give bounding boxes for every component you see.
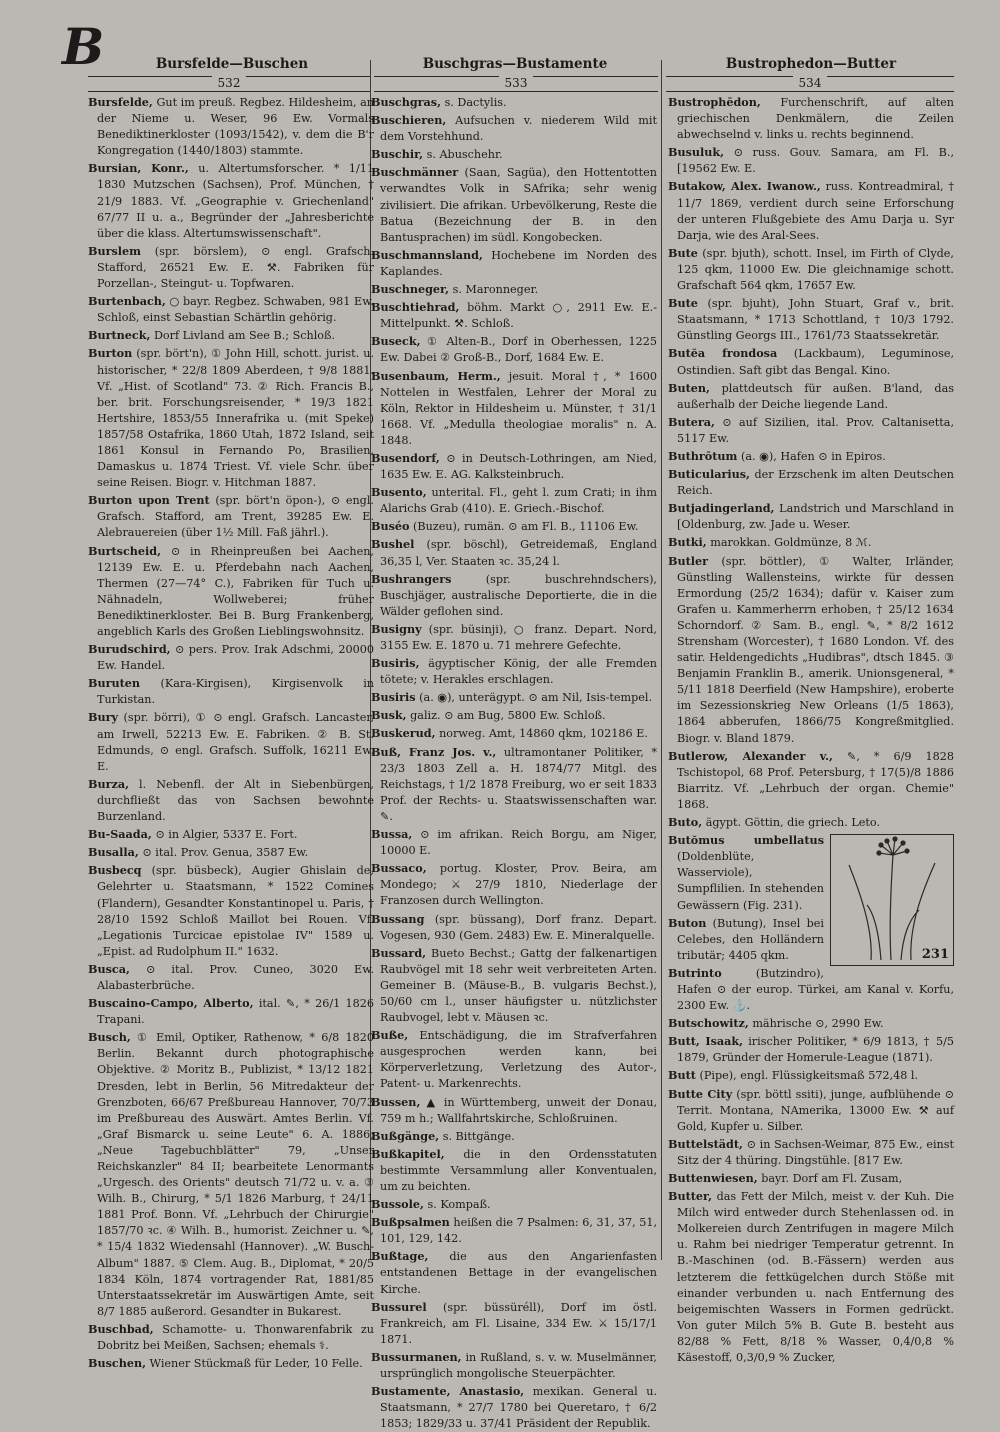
entry-headword: Buschgras, [371, 95, 441, 109]
entry-headword: Butt [668, 1068, 696, 1083]
entry-headword: Bussang [371, 911, 425, 926]
dictionary-entry [371, 368, 657, 449]
entry-headword: Bute [668, 296, 698, 311]
dictionary-entry [371, 1094, 657, 1127]
dictionary-entry [668, 553, 954, 747]
entry-text: (spr. bört'n), ① John Hill, schott. jurist. u. historischer, * 22/8 1809 Aberdeen, † 9/8 1881. Vf. „Hist. of Scotland" 73. ② Rich. Francis B., ber. brit. Forschungsreisender, * 19/3 1821 Hertshire, 1853/55 Innerafrika u. (mit Speke) 1857/58 Ostafrika, 1860 Utah, 1872 Island, seit 1861 Konsul in Fernando Po, Brasilien, Damaskus u. 1874 Triest. Vf. viele Schr. über seine Reisen. Biogr. v. Hitchman 1887. [97, 347, 374, 490]
dictionary-entry [371, 1383, 657, 1432]
dictionary-entry [668, 245, 954, 294]
entry-headword: Butŏmus umbellatus [668, 833, 824, 848]
dictionary-entry [668, 144, 954, 177]
entry-headword: Butte City [668, 1086, 733, 1101]
entry-headword: Buschtiehrad, [371, 300, 460, 315]
figure-231 [830, 834, 954, 966]
column-header-3: Bustrophedon—Butter [725, 56, 897, 72]
entry-headword: Busk, [371, 708, 407, 723]
entry-text: ital. ✎, * 26/1 1826 Trapani. [97, 997, 374, 1027]
entry-text: s. Abuschehr. [426, 148, 503, 162]
entry-text: Dorf Livland am See B.; Schloß. [153, 329, 336, 343]
dictionary-entry [371, 725, 657, 742]
entry-text: Aufsuchen v. niederem Wild mit dem Vorstehhund. [380, 114, 657, 144]
entry-text: plattdeutsch für außen. B'land, das außerhalb der Deiche liegende Land. [677, 381, 954, 411]
entry-headword: Busenbaum, Herm., [371, 368, 501, 383]
entry-headword: Buschmannsland, [371, 247, 483, 262]
dictionary-entry [371, 94, 657, 111]
entry-headword: Butki, [668, 535, 707, 550]
entry-text: (a. ◉), unterägypt. ⊙ am Nil, Isis-tempel. [419, 691, 653, 705]
entry-text: ① Emil, Optiker, Rathenow, * 6/8 1820 Berlin. Bekannt durch photographische Objektive. ② Moritz B., Publizist, * 13/12 1821 Dresden, lebt in Berlin, 56 Mitredakteur der Grenzboten, 66/67 Preßbureau Hannover, 70/73 im Preßbureau des Auswärt. Amtes Berlin. Vf. „Graf Bismarck u. seine Leute" 6. A. 1886; „Neue Tagebuchblätter" 79, „Unser Reichskanzler" 84 II; bearbeitete Lenormants „Urgesch. des Orients" deutsch 71/72 u. v. a. ③ Wilh. B., Chirurg, * 5/1 1826 Marburg, † 24/11 1881 Prof. Bonn. Vf. „Lehrbuch der Chirurgie" 1857/70 ꝛc. ④ Wilh. B., humorist. Zeichner u. ✎, * 15/4 1832 Wiedensahl (Hannover). „W. Busch-Album" 1887. ⑤ Clem. Aug. B., Diplomat, * 20/5 1834 Köln, 1874 vortragender Rat, 1881/85 Unterstaatssekretär im Auswärtigen Amte, seit 8/7 1885 außerord. Gesandter in Bukarest. [97, 1031, 374, 1318]
dictionary-entry [88, 543, 374, 641]
entry-headword: Buschen, [88, 1356, 146, 1371]
entry-text: Landstrich und Marschland in [Oldenburg, zw. Jade u. Weser. [677, 502, 954, 532]
butomus-plant-icon [831, 835, 953, 965]
page-number-2: 533 [374, 76, 658, 92]
entry-headword: Bussole, [371, 1197, 424, 1212]
dictionary-entry [88, 160, 374, 241]
entry-headword: Butt, Isaak, [668, 1034, 744, 1049]
entry-text: Wiener Stückmaß für Leder, 10 Felle. [149, 1357, 363, 1371]
entry-text: (spr. büsinji), ○ franz. Depart. Nord, 3155 Ew. E. 1870 u. 71 mehrere Gefechte. [380, 622, 657, 652]
entry-text: das Fett der Milch, meist v. der Kuh. Die Milch wird entweder durch Stehenlassen od. in Molkereien durch Zentrifugen in magere Milch u. Rahm bei niedriger Temperatur getrennt. In B.-Maschinen (od. B.-Fässern) werden aus letzterem die fettkügelchen durch Stöße mit einander verbunden u. nach Entfernung des beigemischten Wassers in Formen gedrückt. Von guter Milch 5% B. Gute B. besteht aus 82/88 % Fett, 8/18 % Wasser, 0,4/0,8 % Käsestoff, 0,3/0,9 % Zucker, [677, 1190, 954, 1365]
column-1 [88, 94, 375, 1371]
entry-headword: Buß, Franz Jos. v., [371, 744, 497, 759]
dictionary-entry [371, 707, 657, 724]
entry-headword: Buten, [668, 380, 710, 395]
dictionary-entry [371, 518, 657, 535]
dictionary-entry [371, 1214, 657, 1247]
entry-headword: Butĕa frondosa [668, 346, 778, 361]
dictionary-entry [668, 1188, 954, 1366]
entry-headword: Butakow, Alex. Iwanow., [668, 179, 821, 194]
entry-text: (Butung), Insel bei Celebes, den Holländern tributär; 4405 qkm. [677, 916, 824, 962]
dictionary-entry [371, 484, 657, 517]
entry-text: (spr. bört'n öpon-), ⊙ engl. Grafsch. Stafford, am Trent, 39285 Ew. E. Alebrauereien (über 1½ Mill. Faß jährl.). [97, 494, 374, 540]
dictionary-entry [371, 450, 657, 483]
dictionary-entry [668, 1033, 954, 1066]
entry-headword: Bussaco, [371, 861, 427, 876]
dictionary-entry [88, 995, 374, 1028]
entry-headword: Busbecq [88, 863, 142, 878]
dictionary-entry [371, 860, 657, 909]
dictionary-entry [88, 345, 374, 491]
entry-headword: Butrinto [668, 965, 722, 980]
dictionary-entry [88, 641, 374, 674]
dictionary-entry [371, 571, 657, 620]
entry-text: ⊙ in Algier, 5337 E. Fort. [155, 828, 298, 842]
dictionary-entry [88, 844, 374, 861]
entry-text: ⊙ ital. Prov. Genua, 3587 Ew. [142, 846, 309, 860]
dictionary-entry [88, 243, 374, 292]
dictionary-entry [371, 1196, 657, 1213]
entry-headword: Buße, [371, 1028, 409, 1043]
entry-text: jesuit. Moral †, * 1600 Nottelen in Westfalen, Lehrer der Moral zu Köln, Rektor in Hildesheim u. Münster, † 31/1 1668. Vf. „Medulla theologiae moralis" n. A. 1848. [380, 369, 657, 447]
dictionary-entry [668, 1067, 954, 1084]
entry-text: (Buzeu), rumän. ⊙ am Fl. B., 11106 Ew. [413, 520, 639, 534]
entry-headword: Buschneger, [371, 282, 450, 297]
dictionary-entry [371, 655, 657, 688]
entry-headword: Bursfelde, [88, 95, 153, 109]
entry-headword: Buttelstädt, [668, 1136, 743, 1151]
entry-headword: Bußtage, [371, 1249, 429, 1264]
entry-headword: Buscaino-Campo, Alberto, [88, 996, 254, 1011]
entry-headword: Burudschird, [88, 642, 171, 657]
entry-headword: Bury [88, 710, 118, 725]
entry-text: ⊙ auf Sizilien, ital. Prov. Caltanisetta, 5117 Ew. [677, 415, 954, 445]
dictionary-entry [371, 164, 657, 245]
dictionary-entry [668, 1136, 954, 1169]
dictionary-entry [88, 327, 374, 344]
entry-text: ⊙ ital. Prov. Cuneo, 3020 Ew. Alabasterbrüche. [97, 962, 375, 992]
entry-headword: Butjadingerland, [668, 501, 775, 516]
entry-text: portug. Kloster, Prov. Beira, am Mondego; ⚔ 27/9 1810, Niederlage der Franzosen durch Wellington. [380, 862, 657, 908]
entry-headword: Buschmänner [371, 165, 459, 180]
entry-text: heißen die 7 Psalmen: 6, 31, 37, 51, 101, 129, 142. [380, 1216, 658, 1246]
entry-headword: Bussen, [371, 1094, 421, 1109]
entry-headword: Butlerow, Alexander v., [668, 748, 833, 763]
entry-headword: Busendorf, [371, 450, 440, 465]
entry-text: (a. ◉), Hafen ⊙ in Epiros. [740, 449, 886, 463]
dictionary-entry [371, 247, 657, 280]
column-divider [661, 60, 662, 1260]
entry-headword: Bussurmanen, [371, 1349, 462, 1364]
entry-text: irischer Politiker, * 6/9 1813, † 5/5 1879, Gründer der Homerule-League (1871). [677, 1035, 954, 1065]
entry-headword: Busigny [371, 621, 422, 636]
dictionary-entry [668, 178, 954, 243]
entry-text: ägypt. Göttin, die griech. Leto. [705, 816, 881, 830]
dictionary-entry [668, 814, 954, 831]
dictionary-entry [668, 380, 954, 413]
entry-text: (Butzindro), Hafen ⊙ der europ. Türkei, am Kanal v. Korfu, 2300 Ew. ⚓. [677, 966, 954, 1013]
entry-text: u. Altertumsforscher. * 1/11 1830 Mutzschen (Sachsen), Prof. München, † 21/9 1883. Vf. „Geographie v. Griechenland" 67/77 II u. a., Begründer der „Jahresberichte über die klass. Altertumswissenschaft". [97, 162, 374, 240]
entry-headword: Buthrōtum [668, 448, 738, 463]
entry-headword: Bussa, [371, 827, 413, 842]
entry-text: galiz. ⊙ am Bug, 5800 Ew. Schloß. [410, 709, 606, 723]
entry-text: (spr. bjuht), John Stuart, Graf v., brit. Staatsmann, * 1713 Schottland, † 10/3 1792. Günstling Georgs III., 1761/73 Staatssekretär. [677, 297, 955, 343]
entry-text: die aus den Angarienfasten entstandenen Bettage in der evangelischen Kirche. [380, 1250, 658, 1296]
entry-text: bayr. Dorf am Fl. Zusam, [761, 1172, 903, 1185]
entry-text: s. Maronneger. [452, 283, 539, 297]
dictionary-entry [88, 826, 374, 843]
dictionary-entry [371, 146, 657, 163]
entry-text: (Doldenblüte, Wasserviole), Sumpflilien. In stehenden Gewässern (Fig. 231). [677, 850, 824, 912]
entry-headword: Buto, [668, 815, 703, 830]
entry-text: (Kara-Kirgisen), Kirgisenvolk in Turkistan. [97, 677, 374, 707]
entry-text: ⊙ im afrikan. Reich Borgu, am Niger, 10000 E. [380, 828, 657, 858]
entry-headword: Butschowitz, [668, 1016, 749, 1031]
entry-text: s. Kompaß. [427, 1198, 491, 1212]
dictionary-entry [371, 536, 657, 569]
dictionary-entry [371, 112, 657, 145]
column-3 [668, 94, 955, 1365]
entry-text: s. Dactylis. [444, 96, 507, 109]
entry-text: die in den Ordensstatuten bestimmte Versammlung aller Konventualen, um zu beichten. [380, 1147, 657, 1193]
entry-headword: Busento, [371, 485, 427, 500]
dictionary-entry [371, 945, 657, 1026]
entry-headword: Bussard, [371, 945, 427, 960]
entry-headword: Buschbad, [88, 1321, 154, 1336]
entry-headword: Busca, [88, 961, 130, 976]
entry-text: Schamotte- u. Thonwarenfabrik zu Dobritz bei Meißen, Sachsen; ehemals ⚕. [97, 1322, 375, 1353]
dictionary-entry [371, 911, 657, 944]
entry-text: russ. Kontreadmiral, † 11/7 1869, verdient durch seine Erforschung der unteren Flußgebiete des Amu Darja u. Syr Darja, wie des Aral-Sees. [677, 180, 954, 242]
dictionary-entry [668, 414, 954, 447]
entry-text: (Lackbaum), Leguminose, Ostindien. Saft gibt das Bengal. Kino. [677, 347, 954, 377]
entry-text: ⊙ in Rheinpreußen bei Aachen, 12139 Ew. E. u. Pferdebahn nach Aachen, Thermen (27—74° C.), Fabriken für Tuch u. Nähnadeln, Wollweberei; früher Benediktinerkloster. Bei B. Burg Frankenberg, angeblich Karls des Großen Lieblingswohnsitz. [97, 544, 374, 638]
entry-text: s. Bittgänge. [442, 1129, 515, 1143]
entry-text: (spr. büsbeck), Augier Ghislain de, Gelehrter u. Staatsmann, * 1522 Comines (Flandern), Gesandter Konstantinopel u. Paris, † 28/10 1592 Schloß Maillot bei Rouen. Vf. „Legationis Turcicae epistolae IV" 1589 u. „Epist. ad Rudolphum II." 1632. [97, 864, 374, 958]
entry-headword: Bussurel [371, 1299, 427, 1314]
entry-text: mährische ⊙, 2990 Ew. [752, 1017, 884, 1031]
entry-headword: Bushel [371, 537, 415, 552]
entry-text: ✎, * 6/9 1828 Tschistopol, 68 Prof. Petersburg, † 17(5)/8 1886 Biarritz. Vf. „Lehrbuch der organ. Chemie" 1868. [677, 749, 955, 811]
entry-headword: Bute [668, 245, 698, 260]
entry-text: norweg. Amt, 14860 qkm, 102186 E. [439, 727, 648, 741]
dictionary-entry [88, 709, 374, 774]
entry-text: unterital. Fl., geht l. zum Crati; in ihm Alarichs Grab (410). E. Griech.-Bischof. [380, 486, 657, 516]
entry-headword: Buruten [88, 676, 141, 691]
dictionary-entry [668, 748, 954, 813]
dictionary-entry [668, 466, 954, 499]
dictionary-entry [371, 621, 657, 654]
entry-headword: Buschieren, [371, 113, 447, 128]
entry-headword: Burtscheid, [88, 543, 161, 558]
entry-text: (spr. bjuth), schott. Insel, im Firth of Clyde, 125 qkm, 11000 Ew. Die gleichnamige schott. Grafschaft 564 qkm, 17657 Ew. [677, 246, 954, 293]
entry-text: (Saan, Sagüa), den Hottentotten verwandtes Volk in SAfrika; sehr wenig zivilisiert. Die afrikan. Urbevölkerung, Reste die Batua (Bezeichnung der B. in den Bantusprachen) im südl. Kongobecken. [380, 166, 658, 244]
dictionary-entry [88, 293, 374, 326]
dictionary-entry [668, 1170, 954, 1187]
entry-headword: Burton [88, 346, 133, 361]
entry-text: (spr. böttler), ① Walter, Irländer, Günstling Wallensteins, wirkte für dessen Ermordung (25/2 1634); dafür v. Kaiser zum Grafen u. Kammerherrn erhoben, † 25/12 1634 Schorndorf. ② Sam. B., engl. ✎, * 8/2 1612 Strensham (Worcester), † 1680 London. Vf. des satir. Heldengedichts „Hudibras", dtsch 1845. ③ Benjamin Franklin B., amerik. Unionsgeneral, * 5/11 1818 Deerfield (New Hampshire), eroberte im Sezessionskrieg New Orleans (1/5 1863), 1864 abberufen, 1866/75 Kongreßmitglied. Biogr. v. Bland 1879. [677, 554, 954, 745]
entry-headword: Bußkapitel, [371, 1146, 445, 1161]
entry-text: (spr. böschl), Getreidemaß, England 36,35 l, Ver. Staaten ꝛc. 35,24 l. [380, 538, 657, 568]
dictionary-entry [88, 862, 374, 960]
section-letter: B [62, 17, 105, 76]
entry-headword: Buticularius, [668, 467, 750, 482]
entry-text: ägyptischer König, der alle Fremden tötete; v. Herakles erschlagen. [380, 657, 657, 687]
dictionary-entry [88, 776, 374, 825]
dictionary-entry [371, 333, 657, 366]
dictionary-entry [371, 1128, 657, 1145]
entry-text: ⊙ russ. Gouv. Samara, am Fl. B., [19562 Ew. E. [677, 146, 954, 176]
entry-headword: Busiris [371, 690, 416, 705]
dictionary-entry [668, 965, 954, 1014]
entry-text: mexikan. General u. Staatsmann, * 27/7 1780 bei Queretaro, † 6/2 1853; 1829/33 u. 37/41 Präsident der Republik. [380, 1385, 658, 1431]
entry-text: in Rußland, s. v. w. Muselmänner, ursprünglich mongolische Steuerpächter. [380, 1350, 657, 1381]
dictionary-entry [88, 961, 374, 994]
entry-text: (spr. börri), ① ⊙ engl. Grafsch. Lancaster, am Irwell, 52213 Ew. E. Fabriken. ② B. St. Edmunds, ⊙ engl. Grafsch. Suffolk, 16211 Ew. E. [97, 711, 374, 773]
entry-headword: Burton upon Trent [88, 493, 210, 508]
entry-text: marokkan. Goldmünze, 8 ℳ. [710, 536, 872, 550]
entry-headword: Bußgänge, [371, 1128, 440, 1143]
column-2 [371, 94, 658, 1431]
dictionary-entry [371, 1146, 657, 1195]
entry-text: Bueto Bechst.; Gattg der falkenartigen Raubvögel mit 18 sehr weit verbreiteten Arten. Gemeiner B. (Mäuse-B., B. vulgaris Bechst.), 50/60 cm l., unser häufigster u. nützlichster Raubvogel, lebt v. Mäusen ꝛc. [380, 946, 657, 1025]
entry-text: Furchenschrift, auf alten griechischen Denkmälern, die Zeilen abwechselnd v. links u. rechts beginnend. [677, 96, 954, 142]
entry-headword: Bustrophēdon, [668, 95, 761, 109]
entry-headword: Buschir, [371, 147, 424, 162]
entry-text: (spr. büssüréll), Dorf im östl. Frankreich, am Fl. Lisaine, 334 Ew. ⚔ 15/17/1 1871. [380, 1300, 657, 1346]
entry-headword: Butler [668, 553, 709, 568]
dictionary-entry [88, 1321, 374, 1354]
page-number-3: 534 [666, 76, 954, 92]
dictionary-entry [371, 299, 657, 332]
entry-text: (spr. böttl ssiti), junge, aufblühende ⊙ Territ. Montana, NAmerika, 13000 Ew. ⚒ auf Gold, Kupfer u. Silber. [677, 1087, 954, 1133]
entry-headword: Buséo [371, 519, 410, 534]
entry-text: (Pipe), engl. Flüssigkeitsmaß 572,48 l. [699, 1069, 919, 1083]
entry-text: l. Nebenfl. der Alt in Siebenbürgen, durchfließt das von Sachsen bewohnte Burzenland. [97, 777, 374, 824]
entry-headword: Buton [668, 915, 707, 930]
dictionary-entry [668, 448, 954, 465]
dictionary-entry [88, 1355, 374, 1372]
dictionary-entry [371, 826, 657, 859]
entry-text: Hochebene im Norden des Kaplandes. [380, 248, 658, 278]
entry-headword: Butera, [668, 414, 715, 429]
entry-headword: Busiris, [371, 656, 420, 671]
dictionary-entry [371, 281, 657, 298]
entry-text: böhm. Markt ○, 2911 Ew. E.-Mittelpunkt. ⚒. Schloß. [380, 301, 657, 331]
entry-headword: Busuluk, [668, 145, 725, 160]
entry-text: ultramontaner Politiker, * 23/3 1803 Zell a. H. 1874/77 Mitgl. des Reichstags, † 1/2 1878 Freiburg, wo er seit 1833 Prof. der Rechts- u. Staatswissenschaften war. ✎. [380, 745, 657, 823]
entry-text: der Erzschenk im alten Deutschen Reich. [677, 468, 954, 498]
entry-headword: Buseck, [371, 334, 421, 349]
entry-text: ⊙ in Deutsch-Lothringen, am Nied, 1635 Ew. E. AG. Kalksteinbruch. [380, 451, 657, 482]
entry-text: (spr. büssang), Dorf franz. Depart. Vogesen, 930 (Gem. 2483) Ew. E. Mineralquelle. [380, 912, 657, 942]
dictionary-entry [88, 1029, 374, 1320]
entry-headword: Buttenwiesen, [668, 1171, 758, 1185]
entry-text: ① Alten-B., Dorf in Oberhessen, 1225 Ew. Dabei ② Groß-B., Dorf, 1684 Ew. E. [380, 335, 657, 365]
page-number-1: 532 [88, 76, 370, 92]
entry-headword: Bustamente, Anastasio, [371, 1384, 525, 1399]
entry-text: ○ bayr. Regbez. Schwaben, 981 Ew. Schloß, einst Sebastian Schärtlin gehörig. [97, 295, 374, 325]
dictionary-entry [668, 94, 954, 143]
entry-text: Gut im preuß. Regbez. Hildesheim, an der Nieme u. Weser, 96 Ew. Vormals Benediktinerkloster (1093/1542), v. dem die B'r Kongregation (1440/1803) stammte. [97, 96, 374, 158]
entry-headword: Burza, [88, 776, 129, 791]
dictionary-entry [371, 744, 657, 825]
entry-headword: Burslem [88, 243, 141, 258]
entry-text: Entschädigung, die im Strafverfahren ausgesprochen werden kann, bei Körperverletzung, Verletzung des Autor-, Patent- u. Markenrechts. [380, 1029, 658, 1091]
dictionary-entry [371, 1027, 657, 1092]
entry-headword: Burtenbach, [88, 294, 166, 309]
column-header-1: Bursfelde—Buschen [155, 56, 309, 72]
entry-text: ⊙ in Sachsen-Weimar, 875 Ew., einst Sitz der 4 thüring. Dingstühle. [817 Ew. [677, 1137, 954, 1167]
column-header-2: Buschgras—Bustamente [422, 56, 608, 72]
entry-headword: Busch, [88, 1030, 131, 1045]
dictionary-entry [371, 1349, 657, 1382]
dictionary-entry [668, 534, 954, 551]
entry-headword: Bushrangers [371, 571, 452, 586]
entry-text: ⊙ pers. Prov. Irak Adschmi, 20000 Ew. Handel. [97, 643, 374, 673]
entry-headword: Bußpsalmen [371, 1215, 450, 1230]
entry-headword: Bu-Saada, [88, 827, 152, 842]
dictionary-entry [371, 689, 657, 706]
dictionary-entry [668, 1086, 954, 1135]
entry-headword: Burtneck, [88, 328, 151, 343]
entry-headword: Bursian, Konr., [88, 161, 189, 176]
dictionary-entry [668, 295, 954, 344]
entry-text: (spr. börslem), ⊙ engl. Grafsch. Stafford, 26521 Ew. E. ⚒. Fabriken für Porzellan-, Steingut- u. Topfwaren. [97, 244, 374, 291]
entry-headword: Busalla, [88, 845, 139, 860]
dictionary-entry [371, 1248, 657, 1297]
dictionary-entry [88, 492, 374, 541]
entry-text: ▲ in Württemberg, unweit der Donau, 759 m h.; Wallfahrtskirche, Schloßruinen. [380, 1095, 657, 1125]
entry-text: (spr. buschrehndschers), Buschjäger, australische Deportierte, die in die Wälder geflohen sind. [380, 572, 657, 618]
entry-headword: Buskerud, [371, 726, 436, 741]
entry-headword: Butter, [668, 1189, 713, 1204]
dictionary-entry [668, 500, 954, 533]
dictionary-entry [88, 675, 374, 708]
dictionary-entry [668, 345, 954, 378]
dictionary-entry [668, 1015, 954, 1032]
dictionary-entry [371, 1299, 657, 1348]
figure-number: 231 [921, 947, 949, 963]
dictionary-entry [88, 94, 374, 159]
